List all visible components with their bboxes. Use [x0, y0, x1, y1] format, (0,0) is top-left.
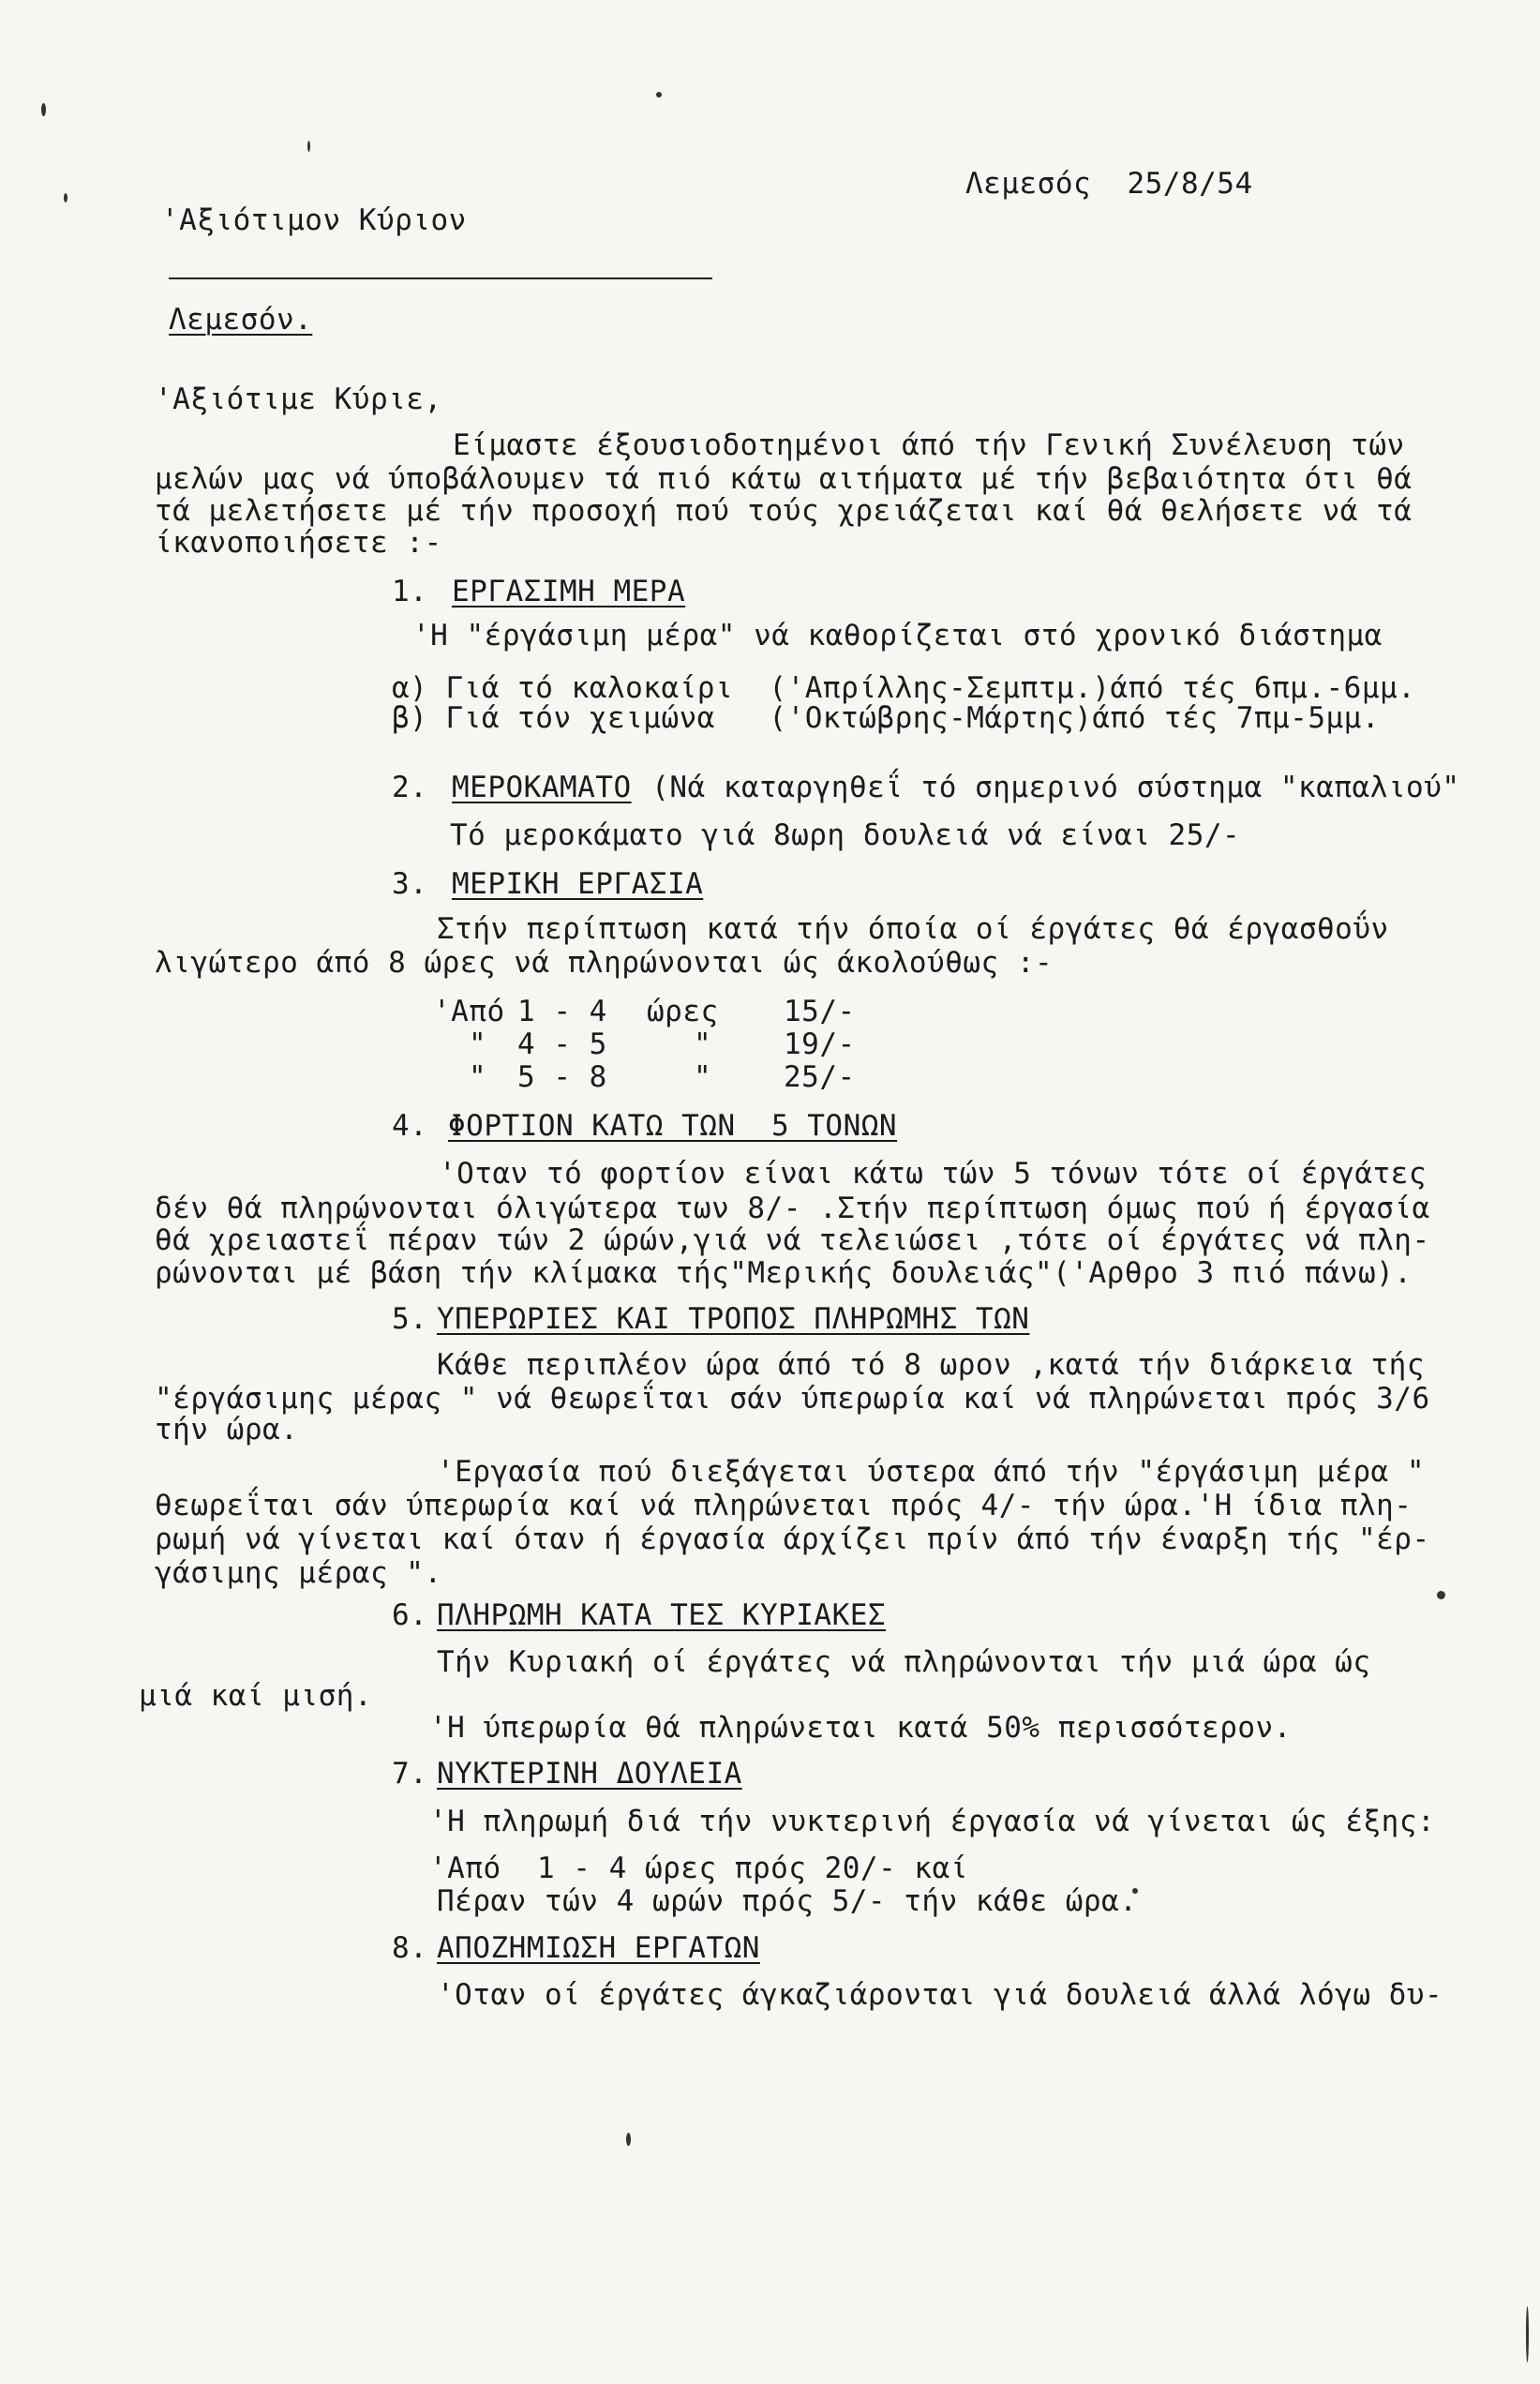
addressee: 'Αξιότιμον Κύριον: [161, 203, 467, 237]
section-line: 'Η ύπερωρία θά πληρώνεται κατά 50% περισσότερον.: [429, 1711, 1292, 1745]
rate-range: 5 - 8: [517, 1060, 607, 1094]
section-title-note: (Νά καταργηθεΐ τό σημερινό σύστημα "καπαλιού": [634, 771, 1460, 804]
section-number: 8.: [392, 1931, 428, 1965]
section-line: 'Οταν τό φορτίον είναι κάτω τών 5 τόνων τότε οί έργάτες: [439, 1157, 1427, 1191]
scan-speck: [1526, 2306, 1529, 2362]
rate-label: ": [469, 1027, 487, 1061]
section-line: Κάθε περιπλέον ώρα άπό τό 8 ωρον ,κατά τήν διάρκεια τής: [437, 1348, 1425, 1382]
section-title: ΜΕΡΙΚΗ ΕΡΓΑΣΙΑ: [452, 867, 704, 901]
section-title: ΑΠΟΖΗΜΙΩΣΗ ΕΡΓΑΤΩΝ: [437, 1931, 760, 1965]
rate-range: 4 - 5: [517, 1027, 607, 1061]
address-line: [169, 277, 712, 279]
section-number: 4.: [392, 1109, 428, 1143]
city: Λεμεσόν.: [169, 303, 313, 337]
scan-speck: [64, 193, 67, 202]
scan-speck: [307, 141, 310, 152]
section-line: Τήν Κυριακή οί έργάτες νά πληρώνονται τήν μιά ώρα ώς: [437, 1645, 1371, 1679]
intro-line: τά μελετήσετε μέ τήν προσοχή πού τούς χρειάζεται καί θά θελήσετε νά τά: [155, 494, 1413, 528]
section-line: "έργάσιμης μέρας " νά θεωρεΐται σάν ύπερωρία καί νά πληρώνεται πρός 3/6: [155, 1382, 1430, 1416]
section-line: β) Γιά τόν χειμώνα ('Οκτώβρης-Μάρτης)άπό τές 7πμ-5μμ.: [392, 701, 1380, 735]
rate-pay: 15/-: [784, 995, 856, 1028]
rate-label: 'Από: [433, 995, 505, 1028]
section-line: θά χρειαστεΐ πέραν τών 2 ώρών,γιά νά τελειώσει ,τότε οί έργάτες νά πλη-: [155, 1223, 1430, 1257]
section-line: δέν θά πληρώνονται όλιγώτερα των 8/- .Στήν περίπτωση όμως πού ή έργασία: [155, 1192, 1430, 1225]
section-number: 5.: [392, 1302, 428, 1336]
section-line: μιά καί μισή.: [139, 1679, 373, 1713]
rate-label: ": [469, 1060, 487, 1094]
rate-range: 1 - 4: [517, 995, 607, 1028]
section-number: 6.: [392, 1598, 428, 1632]
section-number: 3.: [392, 867, 428, 901]
section-number: 7.: [392, 1757, 428, 1791]
scan-speck: [626, 2133, 631, 2146]
section-title: ΠΛΗΡΩΜΗ ΚΑΤΑ ΤΕΣ ΚΥΡΙΑΚΕΣ: [437, 1598, 887, 1632]
section-line: γάσιμης μέρας ".: [155, 1556, 442, 1590]
section-line: 'Η πληρωμή διά τήν νυκτερινή έργασία νά γίνεται ώς έξης:: [429, 1805, 1436, 1838]
section-line: 'Οταν οί έργάτες άγκαζιάρονται γιά δουλειά άλλά λόγω δυ-: [437, 1978, 1443, 2012]
salutation: 'Αξιότιμε Κύριε,: [155, 382, 442, 416]
rate-unit: ώρες: [647, 995, 719, 1028]
section-number: 1.: [392, 575, 428, 608]
section-line: Στήν περίπτωση κατά τήν όποία οί έργάτες θά έργασθοΰν: [437, 912, 1389, 946]
intro-line: ίκανοποιήσετε :-: [155, 526, 442, 560]
section-number: 2.: [392, 771, 428, 804]
section-line: 'Εργασία πού διεξάγεται ύστερα άπό τήν "έργάσιμη μέρα ": [437, 1455, 1425, 1489]
section-title: ΜΕΡΟΚΑΜΑΤΟ: [452, 771, 632, 804]
rate-pay: 25/-: [784, 1060, 856, 1094]
section-title: ΦΟΡΤΙΟΝ ΚΑΤΩ ΤΩΝ 5 ΤΟΝΩΝ: [448, 1109, 898, 1143]
rate-unit: ": [694, 1027, 712, 1061]
rate-pay: 19/-: [784, 1027, 856, 1061]
intro-line: Είμαστε έξουσιοδοτημένοι άπό τήν Γενική Συνέλευση τών: [453, 428, 1405, 462]
rate-unit: ": [694, 1060, 712, 1094]
section-line: τήν ώρα.: [155, 1413, 299, 1447]
section-line: 'Από 1 - 4 ώρες πρός 20/- καί: [429, 1852, 968, 1885]
section-title: ΥΠΕΡΩΡΙΕΣ ΚΑΙ ΤΡΟΠΟΣ ΠΛΗΡΩΜΗΣ ΤΩΝ: [437, 1302, 1030, 1336]
section-title: ΝΥΚΤΕΡΙΝΗ ΔΟΥΛΕΙΑ: [437, 1757, 742, 1791]
section-line: λιγώτερο άπό 8 ώρες νά πληρώνονται ώς άκολούθως :-: [155, 946, 1054, 980]
section-line: α) Γιά τό καλοκαίρι ('Απρίλλης-Σεμπτμ.)άπό τές 6πμ.-6μμ.: [392, 671, 1416, 705]
intro-line: μελών μας νά ύποβάλουμεν τά πιό κάτω αιτήματα μέ τήν βεβαιότητα ότι θά: [155, 462, 1413, 496]
scan-speck: [1437, 1591, 1445, 1599]
section-line: θεωρεΐται σάν ύπερωρία καί νά πληρώνεται πρός 4/- τήν ώρα.'Η ίδια πλη-: [155, 1489, 1413, 1522]
section-line: ρώνονται μέ βάση τήν κλίμακα τής"Μερικής δουλειάς"('Αρθρο 3 πιό πάνω).: [155, 1256, 1413, 1290]
section-line: Τό μεροκάματο γιά 8ωρη δουλειά νά είναι 25/-: [450, 818, 1241, 852]
section-line: ρωμή νά γίνεται καί όταν ή έργασία άρχίζει πρίν άπό τήν έναρξη τής "έρ-: [155, 1522, 1430, 1556]
section-line: 'Η "έργάσιμη μέρα" νά καθορίζεται στό χρονικό διάστημα: [412, 619, 1383, 652]
place-date: Λεμεσός 25/8/54: [965, 167, 1253, 201]
scan-speck: [41, 103, 46, 116]
scan-speck: [656, 92, 662, 97]
section-title: ΕΡΓΑΣΙΜΗ ΜΕΡΑ: [452, 575, 686, 608]
section-line: Πέραν τών 4 ωρών πρός 5/- τήν κάθε ώρα.: [437, 1884, 1138, 1918]
